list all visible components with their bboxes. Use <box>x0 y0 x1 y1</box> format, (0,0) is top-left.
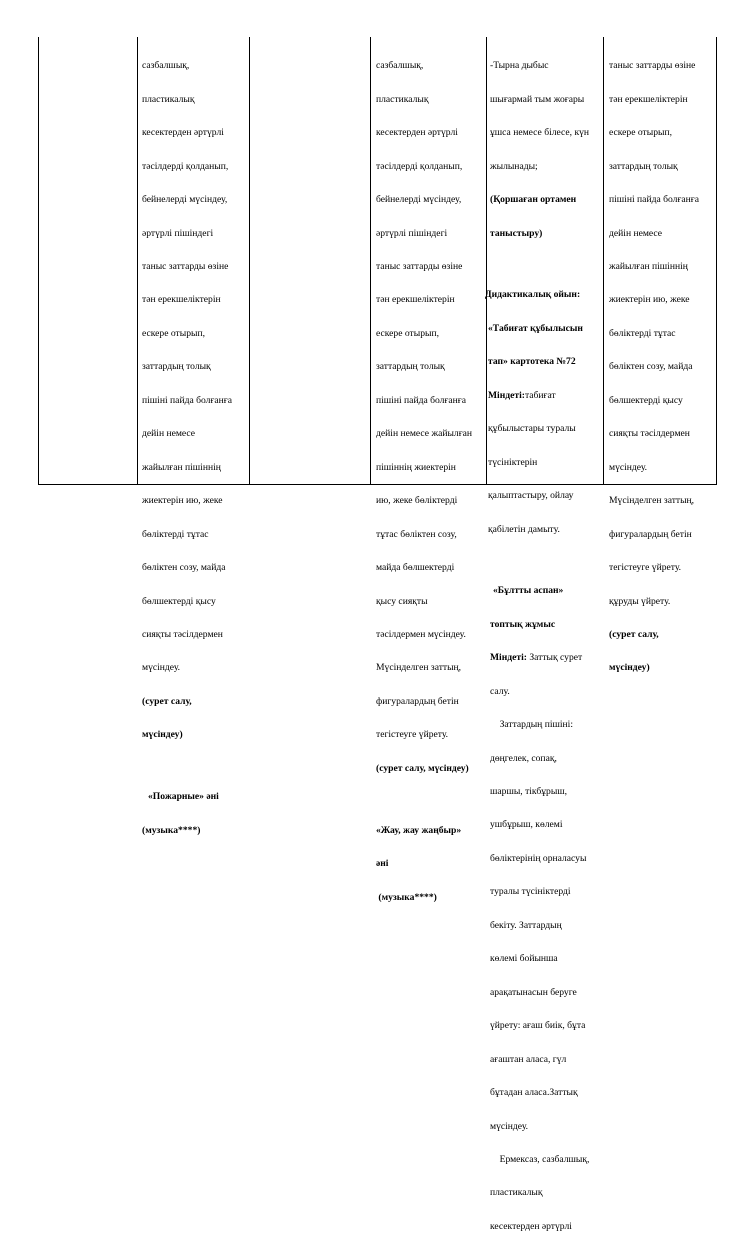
column-divider <box>370 37 371 484</box>
task-label: Міндеті: <box>490 652 527 664</box>
text-line: мүсіндеу. <box>490 1120 529 1132</box>
text-line: бейнелерді мүсіндеу, <box>376 194 462 206</box>
music-tag: (музыка****) <box>376 891 437 903</box>
text-line: құруды үйрету. <box>609 595 671 607</box>
text-line: бөліктерінің орналасуы <box>490 852 587 864</box>
table-border-left <box>38 37 39 484</box>
text-line: ескере отырып, <box>609 127 672 139</box>
text-line: тән ерекшеліктерін <box>376 294 455 306</box>
text-line: Заттардың пішіні: <box>490 719 574 731</box>
text-line: Мүсінделген заттың, <box>609 495 695 507</box>
text-line: ескере отырып, <box>376 327 439 339</box>
cell-col5 <box>609 38 699 696</box>
text-line: кесектерден әртүрлі <box>376 127 458 139</box>
text-line: арақатынасын беруге <box>490 986 577 998</box>
cell-col3 <box>376 38 472 925</box>
text-line: сазбалшық, <box>376 60 424 72</box>
text-line: заттардың толық <box>142 361 211 373</box>
text-line: дөңгелек, сопақ, <box>490 752 557 764</box>
column-divider <box>603 37 604 484</box>
text-line: үйрету: ағаш биік, бұта <box>490 1020 586 1032</box>
text-line: бұтадан аласа.Заттық <box>490 1087 578 1099</box>
text-line: жайылған пішіннің <box>609 261 688 273</box>
section-tag: (сурет салу, <box>142 695 192 707</box>
section-tag: (сурет салу, мүсіндеу) <box>376 762 469 774</box>
text-line: ескере отырып, <box>142 327 205 339</box>
text-line: бөлшектерді қысу <box>142 595 216 607</box>
text-line: тегістеуге үйрету. <box>609 562 682 574</box>
text-line: салу. <box>490 685 510 697</box>
text-line: бөлшектерді қысу <box>609 394 683 406</box>
task-text: табиғат <box>524 389 556 401</box>
task-label: Міндеті: <box>488 389 525 401</box>
section-tag: мүсіндеу) <box>609 662 650 674</box>
section-tag: (Қоршаған ортамен <box>490 194 577 206</box>
text-line: жайылған пішіннің <box>142 461 221 473</box>
text-line: қалыптастыру, ойлау <box>488 490 574 502</box>
cell-col1 <box>142 38 232 858</box>
text-line: бекіту. Заттардың <box>490 919 562 931</box>
group-work-title: топтық жұмыс <box>490 618 556 630</box>
text-line: құбылыстары туралы <box>488 423 576 435</box>
text-line: заттардың толық <box>609 160 678 172</box>
text-line: мүсіндеу. <box>609 461 648 473</box>
text-line: бөліктен созу, майда <box>609 361 693 373</box>
text-line: тәсілдермен мүсіндеу. <box>376 629 466 641</box>
column-divider <box>249 37 250 484</box>
text-line: Мүсінделген заттың, <box>376 662 462 674</box>
text-line: пластикалық <box>376 93 429 105</box>
text-line: тұтас бөліктен созу, <box>376 528 457 540</box>
game-title: Дидактикалық ойын: <box>485 289 581 301</box>
text-line: кесектерден әртүрлі <box>490 1220 572 1232</box>
text-line: таныс заттарды өзіне <box>609 60 696 72</box>
section-tag: мүсіндеу) <box>142 729 183 741</box>
text-line: бөліктерді тұтас <box>142 528 209 540</box>
task-line <box>488 652 589 663</box>
song-title: «Жау, жау жаңбыр» <box>376 824 462 836</box>
text-line: пішіні пайда болғанға <box>609 194 699 206</box>
text-line: пішіні пайда болғанға <box>142 394 232 406</box>
text-line: кесектерден әртүрлі <box>142 127 224 139</box>
section-tag: таныстыру) <box>490 227 543 239</box>
text-line: тән ерекшеліктерін <box>609 93 688 105</box>
section-tag: (сурет салу, <box>609 629 659 641</box>
text-line: таныс заттарды өзіне <box>142 261 229 273</box>
text-line: пішіннің жиектерін <box>376 461 456 473</box>
task-line <box>488 390 589 401</box>
column-divider <box>486 37 487 484</box>
text-line: фигуралардың бетін <box>376 695 459 707</box>
text-line: тәсілдерді қолданып, <box>142 160 229 172</box>
text-line: бейнелерді мүсіндеу, <box>142 194 228 206</box>
game-title: «Табиғат құбылысын <box>488 322 583 334</box>
text-line: майда бөлшектерді <box>376 562 455 574</box>
text-line: ұшса немесе білесе, күн <box>490 127 590 139</box>
text-line: ию, жеке бөліктерді <box>376 495 458 507</box>
text-line: сияқты тәсілдермен <box>609 428 690 440</box>
text-line: түсініктерін <box>488 456 538 468</box>
text-line: пішіні пайда болғанға <box>376 394 466 406</box>
column-divider <box>137 37 138 484</box>
text-line: дейін немесе <box>609 227 663 239</box>
text-line: жиектерін ию, жеке <box>609 294 690 306</box>
text-line: дейін немесе жайылған <box>376 428 473 440</box>
text-line: шаршы, тікбұрыш, <box>490 786 568 797</box>
text-line: шығармай тым жоғары <box>490 93 585 105</box>
song-title: «Пожарные» әні <box>148 791 219 803</box>
text-line: таныс заттарды өзіне <box>376 261 463 273</box>
task-text: Заттық сурет <box>526 652 583 664</box>
text-line: пластикалық <box>490 1187 543 1199</box>
text-line: ағаштан аласа, гүл <box>490 1053 567 1065</box>
text-line: мүсіндеу. <box>142 662 181 674</box>
text-line: қабілетін дамыту. <box>488 523 560 535</box>
text-line: бөліктен созу, майда <box>142 562 226 574</box>
text-line: сазбалшық, <box>142 60 190 72</box>
text-line: тәсілдерді қолданып, <box>376 160 463 172</box>
text-line: көлемі бойынша <box>490 953 558 965</box>
game-title: тап» картотека №72 <box>488 356 576 368</box>
text-line: тегістеуге үйрету. <box>376 729 449 741</box>
text-line: бөліктерді тұтас <box>609 327 676 339</box>
text-line: тән ерекшеліктерін <box>142 294 221 306</box>
text-line: жиектерін ию, жеке <box>142 495 223 507</box>
table-border-right <box>716 37 717 484</box>
text-line: жылынады; <box>490 160 538 172</box>
text-line: сияқты тәсілдермен <box>142 629 223 641</box>
text-line: қысу сияқты <box>376 595 428 607</box>
text-line: пластикалық <box>142 93 195 105</box>
text-line: фигуралардың бетін <box>609 528 692 540</box>
cell-col4 <box>485 38 590 1254</box>
song-title-cont: әні <box>376 858 389 870</box>
text-line: туралы түсініктерді <box>490 886 571 898</box>
group-work-title: «Бұлтты аспан» <box>493 585 564 597</box>
text-line: заттардың толық <box>376 361 445 373</box>
music-tag: (музыка****) <box>142 824 201 836</box>
text-line: Ермексаз, сазбалшық, <box>490 1153 590 1165</box>
text-line: әртүрлі пішіндегі <box>142 227 214 239</box>
text-line: ушбұрыш, көлемі <box>490 819 563 831</box>
text-line: дейін немесе <box>142 428 196 440</box>
text-line: -Тырна дыбыс <box>490 60 549 72</box>
text-line: әртүрлі пішіндегі <box>376 227 448 239</box>
